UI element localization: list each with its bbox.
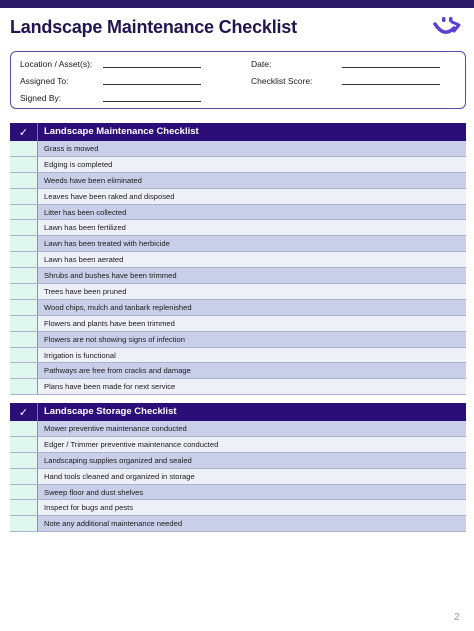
checklist-row — [10, 363, 466, 379]
checkbox-cell[interactable] — [10, 252, 38, 267]
checklist-row — [10, 316, 466, 332]
checklist-row — [10, 300, 466, 316]
checklist-item-label: Trees have been pruned — [38, 284, 466, 299]
checkbox-cell[interactable] — [10, 205, 38, 220]
checklist-row — [10, 268, 466, 284]
checklist-item-label: Litter has been collected — [38, 205, 466, 220]
checklist-row — [10, 332, 466, 348]
date-field[interactable] — [342, 67, 440, 68]
section-header — [10, 123, 466, 141]
location-field[interactable] — [103, 67, 201, 68]
checkbox-cell[interactable] — [10, 453, 38, 468]
section-header — [10, 403, 466, 421]
checkbox-cell[interactable] — [10, 437, 38, 452]
checkbox-cell[interactable] — [10, 141, 38, 156]
checklist-row — [10, 437, 466, 453]
score-field[interactable] — [342, 84, 440, 85]
checkbox-cell[interactable] — [10, 421, 38, 436]
checkbox-cell[interactable] — [10, 363, 38, 378]
top-accent-bar — [0, 0, 474, 8]
checkbox-cell[interactable] — [10, 189, 38, 204]
checklist-item-label: Edging is completed — [38, 157, 466, 172]
checkbox-cell[interactable] — [10, 173, 38, 188]
checklist-row — [10, 157, 466, 173]
checklist-row — [10, 205, 466, 221]
assigned-label: Assigned To: — [20, 76, 69, 86]
checklist-item-label: Lawn has been treated with herbicide — [38, 236, 466, 251]
checklist-item-label: Leaves have been raked and disposed — [38, 189, 466, 204]
checklist-row — [10, 236, 466, 252]
score-label: Checklist Score: — [251, 76, 313, 86]
checkbox-cell[interactable] — [10, 500, 38, 515]
assigned-field[interactable] — [103, 84, 201, 85]
checklist-item-label: Flowers and plants have been trimmed — [38, 316, 466, 331]
checkbox-cell[interactable] — [10, 236, 38, 251]
checklist-row — [10, 252, 466, 268]
checklist-item-label: Hand tools cleaned and organized in storage — [38, 469, 466, 484]
checkbox-cell[interactable] — [10, 469, 38, 484]
page-title: Landscape Maintenance Checklist — [10, 17, 297, 37]
checklist-item-label: Shrubs and bushes have been trimmed — [38, 268, 466, 283]
checkbox-cell[interactable] — [10, 332, 38, 347]
checklist-rows — [10, 141, 466, 395]
checkbox-cell[interactable] — [10, 300, 38, 315]
checklist-row — [10, 379, 466, 395]
checkbox-cell[interactable] — [10, 284, 38, 299]
smile-arrow-logo-icon — [430, 13, 464, 39]
location-label: Location / Asset(s): — [20, 59, 93, 69]
signed-label: Signed By: — [20, 93, 62, 103]
checklist-item-label: Inspect for bugs and pests — [38, 500, 466, 515]
date-label: Date: — [251, 59, 272, 69]
checklist-row — [10, 284, 466, 300]
checklist-row — [10, 453, 466, 469]
signed-field[interactable] — [103, 101, 201, 102]
checklist-row — [10, 173, 466, 189]
storage-checklist-table — [10, 403, 466, 532]
info-box — [10, 51, 466, 109]
maintenance-checklist-table — [10, 123, 466, 395]
checklist-row — [10, 189, 466, 205]
checklist-item-label: Grass is mowed — [38, 141, 466, 156]
checkbox-cell[interactable] — [10, 220, 38, 235]
checklist-item-label: Plans have been made for next service — [38, 379, 466, 394]
checkbox-cell[interactable] — [10, 316, 38, 331]
checklist-row — [10, 421, 466, 437]
check-icon: ✓ — [10, 403, 38, 421]
checklist-row — [10, 469, 466, 485]
checklist-rows — [10, 421, 466, 532]
page-number: 2 — [454, 612, 460, 623]
checklist-item-label: Lawn has been aerated — [38, 252, 466, 267]
checklist-row — [10, 141, 466, 157]
checkbox-cell[interactable] — [10, 516, 38, 531]
checklist-item-label: Flowers are not showing signs of infection — [38, 332, 466, 347]
check-icon: ✓ — [10, 123, 38, 141]
section-title: Landscape Maintenance Checklist — [44, 126, 199, 137]
checklist-row — [10, 485, 466, 501]
checklist-item-label: Lawn has been fertilized — [38, 220, 466, 235]
checkbox-cell[interactable] — [10, 379, 38, 394]
checkbox-cell[interactable] — [10, 157, 38, 172]
checklist-row — [10, 220, 466, 236]
section-title: Landscape Storage Checklist — [44, 406, 177, 417]
checkbox-cell[interactable] — [10, 348, 38, 363]
checkbox-cell[interactable] — [10, 485, 38, 500]
checklist-row — [10, 348, 466, 364]
checklist-item-label: Irrigation is functional — [38, 348, 466, 363]
checklist-item-label: Wood chips, mulch and tanbark replenished — [38, 300, 466, 315]
checklist-item-label: Edger / Trimmer preventive maintenance conducted — [38, 437, 466, 452]
checklist-item-label: Note any additional maintenance needed — [38, 516, 466, 531]
checklist-row — [10, 500, 466, 516]
checklist-item-label: Landscaping supplies organized and sealed — [38, 453, 466, 468]
checkbox-cell[interactable] — [10, 268, 38, 283]
checklist-row — [10, 516, 466, 532]
checklist-item-label: Pathways are free from cracks and damage — [38, 363, 466, 378]
checklist-item-label: Weeds have been eliminated — [38, 173, 466, 188]
checklist-item-label: Sweep floor and dust shelves — [38, 485, 466, 500]
checklist-item-label: Mower preventive maintenance conducted — [38, 421, 466, 436]
